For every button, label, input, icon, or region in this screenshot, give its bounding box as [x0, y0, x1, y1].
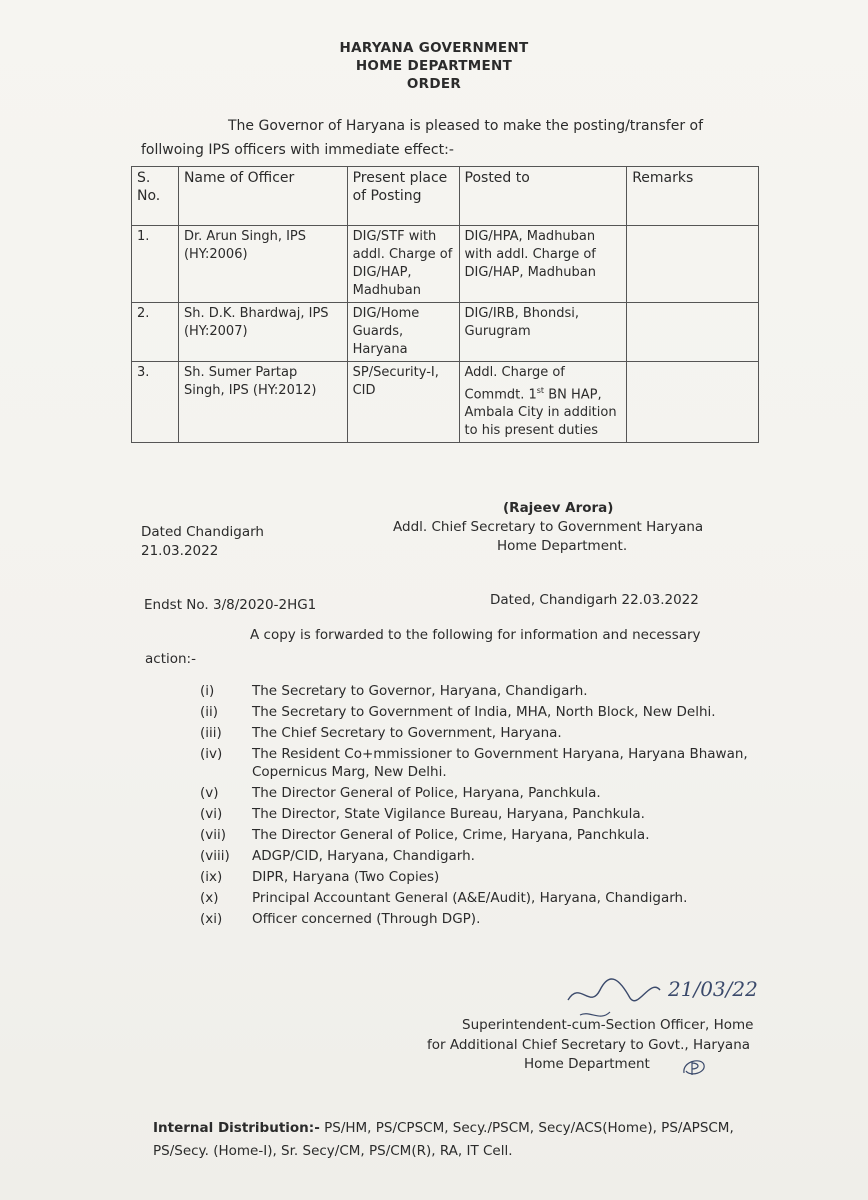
list-item-text: ADGP/CID, Haryana, Chandigarh.	[252, 848, 475, 864]
internal-distribution-recipients: PS/HM, PS/CPSCM, Secy./PSCM, Secy/ACS(Home), PS/APSCM,	[324, 1120, 734, 1136]
header-remarks: Remarks	[627, 167, 759, 226]
cell-posted: DIG/IRB, Bhondsi, Gurugram	[459, 303, 627, 362]
posted-text-pre: Addl. Charge of Commdt. 1	[464, 365, 565, 403]
internal-distribution-label: Internal Distribution:-	[153, 1120, 320, 1136]
list-item-number: (iii)	[200, 725, 222, 741]
list-item	[200, 682, 772, 700]
header-posted: Posted to	[459, 167, 627, 226]
list-item	[200, 889, 772, 907]
list-item-text: Principal Accountant General (A&E/Audit), Haryana, Chandigarh.	[252, 890, 688, 906]
forward-line-1: A copy is forwarded to the following for information and necessary	[250, 627, 701, 643]
cell-posted	[459, 362, 627, 443]
list-item-text: DIPR, Haryana (Two Copies)	[252, 869, 440, 885]
cell-name: Sh. Sumer Partap Singh, IPS (HY:2012)	[178, 362, 347, 443]
cell-present: DIG/Home Guards, Haryana	[347, 303, 459, 362]
endst-number: Endst No. 3/8/2020-2HG1	[144, 597, 317, 613]
header-government: HARYANA GOVERNMENT	[339, 40, 529, 56]
list-item-number: (iv)	[200, 746, 223, 762]
header-name: Name of Officer	[178, 167, 347, 226]
list-item-text: The Chief Secretary to Government, Haryana.	[252, 725, 562, 741]
superintendent-line-1: Superintendent-cum-Section Officer, Home	[462, 1017, 754, 1033]
header-department: HOME DEPARTMENT	[355, 58, 513, 74]
list-item	[200, 724, 772, 742]
internal-distribution-line-1	[153, 1120, 734, 1136]
cell-name: Dr. Arun Singh, IPS (HY:2006)	[178, 226, 347, 303]
list-item-text: The Secretary to Government of India, MHA, North Block, New Delhi.	[252, 704, 716, 720]
intro-line-1: The Governor of Haryana is pleased to make the posting/transfer of	[228, 118, 704, 134]
list-item	[200, 910, 772, 928]
list-item-number: (i)	[200, 683, 215, 699]
table-header-row	[132, 167, 759, 226]
header-present: Present place of Posting	[347, 167, 459, 226]
cell-remarks	[627, 303, 759, 362]
list-item-text: Officer concerned (Through DGP).	[252, 911, 481, 927]
cell-posted: DIG/HPA, Madhuban with addl. Charge of DIG/HAP, Madhuban	[459, 226, 627, 303]
signatory-department: Home Department.	[497, 538, 628, 554]
list-item-number: (ii)	[200, 704, 219, 720]
header-order: ORDER	[406, 76, 462, 92]
list-item-text: The Director General of Police, Crime, Haryana, Panchkula.	[252, 827, 650, 843]
posted-superscript: st	[536, 386, 545, 395]
cell-present: SP/Security-I, CID	[347, 362, 459, 443]
list-item-text: The Resident Co+mmissioner to Government Haryana, Haryana Bhawan, Copernicus Marg, New Delhi.	[252, 746, 748, 780]
officers-table	[131, 166, 759, 443]
posted-text-post: BN HAP, Ambala City in addition to his present duties	[464, 387, 617, 439]
forward-line-2: action:-	[145, 651, 196, 667]
list-item	[200, 745, 772, 781]
superintendent-line-3: Home Department	[524, 1056, 650, 1072]
list-item-text: The Director, State Vigilance Bureau, Haryana, Panchkula.	[252, 806, 645, 822]
signatory-name: (Rajeev Arora)	[503, 500, 614, 516]
table-row	[132, 303, 759, 362]
cell-remarks	[627, 362, 759, 443]
handwritten-date: 21/03/22	[668, 977, 758, 1001]
signatory-designation: Addl. Chief Secretary to Government Haryana	[393, 519, 704, 535]
dated-date: 21.03.2022	[141, 543, 219, 559]
list-item-number: (x)	[200, 890, 219, 906]
cell-sno: 1.	[132, 226, 179, 303]
table-row	[132, 226, 759, 303]
list-item-number: (ix)	[200, 869, 223, 885]
list-item-number: (v)	[200, 785, 219, 801]
cell-sno: 3.	[132, 362, 179, 443]
endst-dated: Dated, Chandigarh 22.03.2022	[490, 592, 699, 608]
cell-sno: 2.	[132, 303, 179, 362]
list-item-number: (xi)	[200, 911, 223, 927]
intro-line-2: follwoing IPS officers with immediate effect:-	[141, 142, 454, 158]
superintendent-line-2: for Additional Chief Secretary to Govt., Haryana	[427, 1037, 751, 1053]
list-item-text: The Secretary to Governor, Haryana, Chandigarh.	[252, 683, 588, 699]
list-item-text: The Director General of Police, Haryana, Panchkula.	[252, 785, 601, 801]
cell-present: DIG/STF with addl. Charge of DIG/HAP, Madhuban	[347, 226, 459, 303]
list-item	[200, 805, 772, 823]
list-item-number: (vii)	[200, 827, 227, 843]
list-item-number: (vi)	[200, 806, 223, 822]
header-sno: S. No.	[132, 167, 179, 226]
table-row	[132, 362, 759, 443]
recipient-list	[200, 682, 772, 931]
list-item	[200, 784, 772, 802]
initials-mark	[680, 1055, 710, 1079]
cell-remarks	[627, 226, 759, 303]
internal-distribution-line-2: PS/Secy. (Home-I), Sr. Secy/CM, PS/CM(R), RA, IT Cell.	[153, 1143, 513, 1159]
list-item	[200, 703, 772, 721]
list-item	[200, 847, 772, 865]
dated-place: Dated Chandigarh	[141, 524, 264, 540]
list-item	[200, 868, 772, 886]
list-item-number: (viii)	[200, 848, 230, 864]
cell-name: Sh. D.K. Bhardwaj, IPS (HY:2007)	[178, 303, 347, 362]
list-item	[200, 826, 772, 844]
